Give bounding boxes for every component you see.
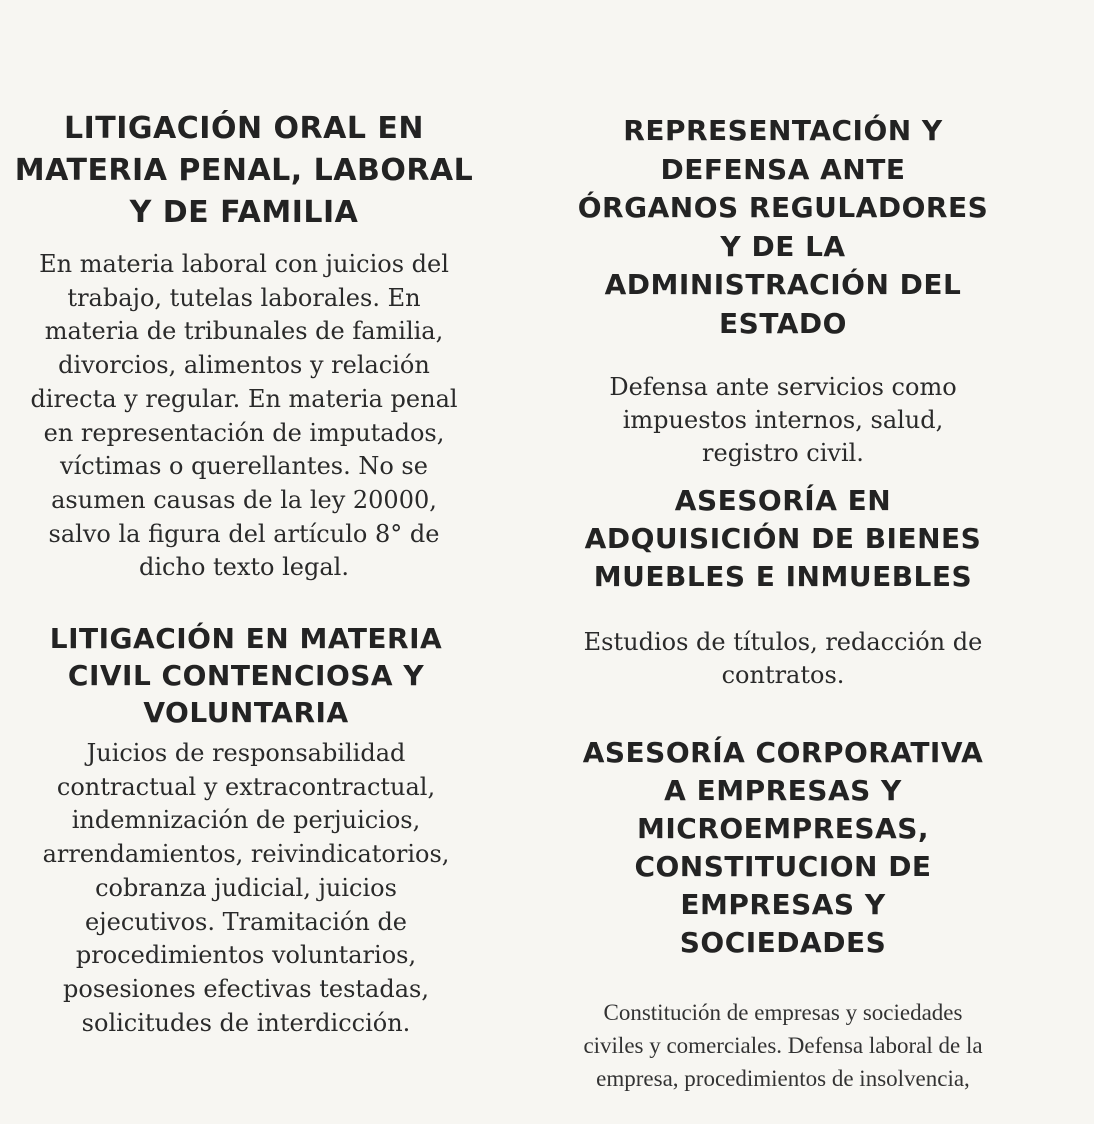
section-title: REPRESENTACIÓN Y DEFENSA ANTE ÓRGANOS REGULADORES Y DE LA ADMINISTRACIÓN DEL ESTADO [577, 114, 989, 340]
section-description: Estudios de títulos, redacción de contratos. [583, 628, 983, 689]
section-description: Constitución de empresas y sociedades civiles y comerciales. Defensa laboral de la empresa, procedimientos de insolvencia, [583, 1000, 983, 1091]
section-title: LITIGACIÓN EN MATERIA CIVIL CONTENCIOSA Y VOLUNTARIA [49, 622, 443, 729]
section-title: LITIGACIÓN ORAL EN MATERIA PENAL, LABORAL Y DE FAMILIA [14, 111, 474, 230]
service-litigacion-civil [30, 620, 462, 1040]
section-title: ASESORÍA CORPORATIVA A EMPRESAS Y MICROEMPRESAS, CONSTITUCION DE EMPRESAS Y SOCIEDADES [582, 736, 984, 959]
section-title: ASESORÍA EN ADQUISICIÓN DE BIENES MUEBLES E INMUEBLES [584, 484, 982, 593]
service-asesoria-bienes [576, 482, 990, 692]
service-litigacion-oral [14, 108, 474, 585]
service-representacion [576, 112, 990, 470]
section-description: Juicios de responsabilidad contractual y extracontractual, indemnización de perjuicios, arrendamientos, reivindicatorios, cobranza judicial, juicios ejecutivos. Tramitación de procedimientos voluntarios, posesiones efectivas testadas, solicitudes de interdicción. [42, 739, 450, 1037]
section-description: En materia laboral con juicios del trabajo, tutelas laborales. En materia de tribunales de familia, divorcios, alimentos y relación directa y regular. En materia penal en representación de imputados, víctimas o querellantes. No se asumen causas de la ley 20000, salvo la figura del artículo 8° de dicho texto legal. [30, 250, 458, 582]
section-description: Defensa ante servicios como impuestos internos, salud, registro civil. [609, 373, 957, 467]
service-asesoria-corporativa [576, 734, 990, 1095]
